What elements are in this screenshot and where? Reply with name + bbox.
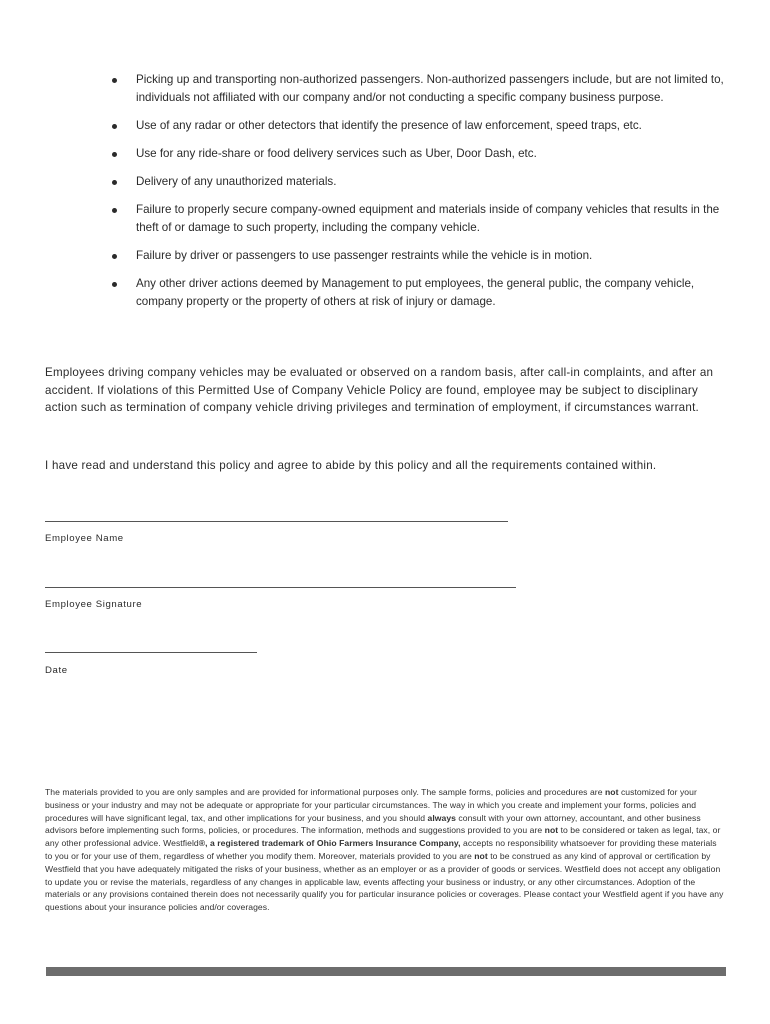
disclaimer-emphasis: not [544, 825, 559, 836]
bullet-icon [112, 180, 117, 185]
list-item-text: Failure to properly secure company-owned equipment and materials inside of company vehicles that results in the theft of or damage to such property, including the company vehicle. [136, 203, 720, 234]
footer-divider-bar [46, 967, 726, 976]
disclaimer-emphasis: not [474, 850, 488, 861]
disclaimer-emphasis: not [604, 787, 619, 797]
disclaimer-emphasis: always [427, 812, 456, 823]
evaluation-paragraph: Employees driving company vehicles may be evaluated or observed on a random basis, after call-in complaints, and after an accident. If violations of this Permitted Use of Company Vehicle Policy are found, employee may be subject to disciplinary action such as termination of company vehicle driving privileges and termination of employment, if circumstances warrant. [45, 366, 714, 415]
disclaimer-emphasis: ®, a registered trademark of Ohio Farmers Insurance Company, [198, 838, 461, 849]
list-item-text: Use for any ride-share or food delivery services such as Uber, Door Dash, etc. [136, 147, 537, 160]
list-item [109, 275, 729, 311]
employee-signature-label: Employee Signature [45, 599, 143, 610]
employee-name-line[interactable] [45, 521, 508, 522]
disclaimer-text: consult with your own attorney, accountant, and other business advisors before implementing such forms, policies, or procedures. The information, methods and suggestions provided to you are [45, 812, 701, 836]
bullet-icon [112, 78, 117, 83]
legal-disclaimer [45, 786, 725, 914]
list-item-text: Use of any radar or other detectors that identify the presence of law enforcement, speed traps, etc. [136, 119, 642, 132]
bullet-icon [112, 152, 117, 157]
disclaimer-text: The materials provided to you are only samples and are provided for informational purposes only. The sample forms, policies and procedures are [45, 787, 605, 797]
list-item-text: Failure by driver or passengers to use passenger restraints while the vehicle is in motion. [136, 249, 593, 262]
disclaimer-text: customized for your business or your industry and may not be adequate or appropriate for your particular circumstances. The way in which you create and implement your forms, policies and procedures will have significant legal, tax, and other implications for your business, and you should [45, 787, 697, 823]
bullet-icon [112, 254, 117, 259]
list-item [109, 71, 729, 107]
date-line[interactable] [45, 652, 257, 653]
list-item-text: Picking up and transporting non-authorized passengers. Non-authorized passengers include, but are not limited to, individuals not affiliated with our company and/or not conducting a specific company business purpose. [136, 73, 724, 104]
list-item [109, 247, 729, 265]
list-item-text: Delivery of any unauthorized materials. [136, 175, 337, 188]
disclaimer-text: to be construed as any kind of approval or certification by Westfield that you have adequately mitigated the risks of your business, whether as an employer or as a provider of goods or services. Westfield does not accept any obligation to update you or revise the materials, regardless of any changes in applicable law, events affecting your business or industry, or any other circumstances. Adoption of the materials or any provisions contained therein does not necessarily qualify you for particular insurance policies or coverages. Please contact your Westfield agent if you have any questions about your insurance policies and/or coverages. [45, 850, 724, 913]
bullet-icon [112, 282, 117, 287]
bullet-icon [112, 208, 117, 213]
bullet-icon [112, 124, 117, 129]
list-item [109, 201, 729, 237]
list-item [109, 117, 729, 135]
list-item-text: Any other driver actions deemed by Management to put employees, the general public, the company vehicle, company property or the property of others at risk of injury or damage. [136, 277, 695, 308]
list-item [109, 145, 729, 163]
acknowledgement-paragraph: I have read and understand this policy and agree to abide by this policy and all the requirements contained within. [45, 459, 657, 472]
disclaimer-text: to be considered or taken as legal, tax, or any other professional advice. Westfield [45, 825, 721, 849]
prohibited-uses-list [109, 71, 729, 321]
employee-signature-line[interactable] [45, 587, 516, 588]
disclaimer-text: accepts no responsibility whatsoever for providing these materials to you or for your use of them, regardless of whether you modify them. Moreover, materials provided to you are [45, 838, 717, 861]
date-label: Date [45, 665, 68, 676]
employee-name-label: Employee Name [45, 533, 124, 544]
list-item [109, 173, 729, 191]
